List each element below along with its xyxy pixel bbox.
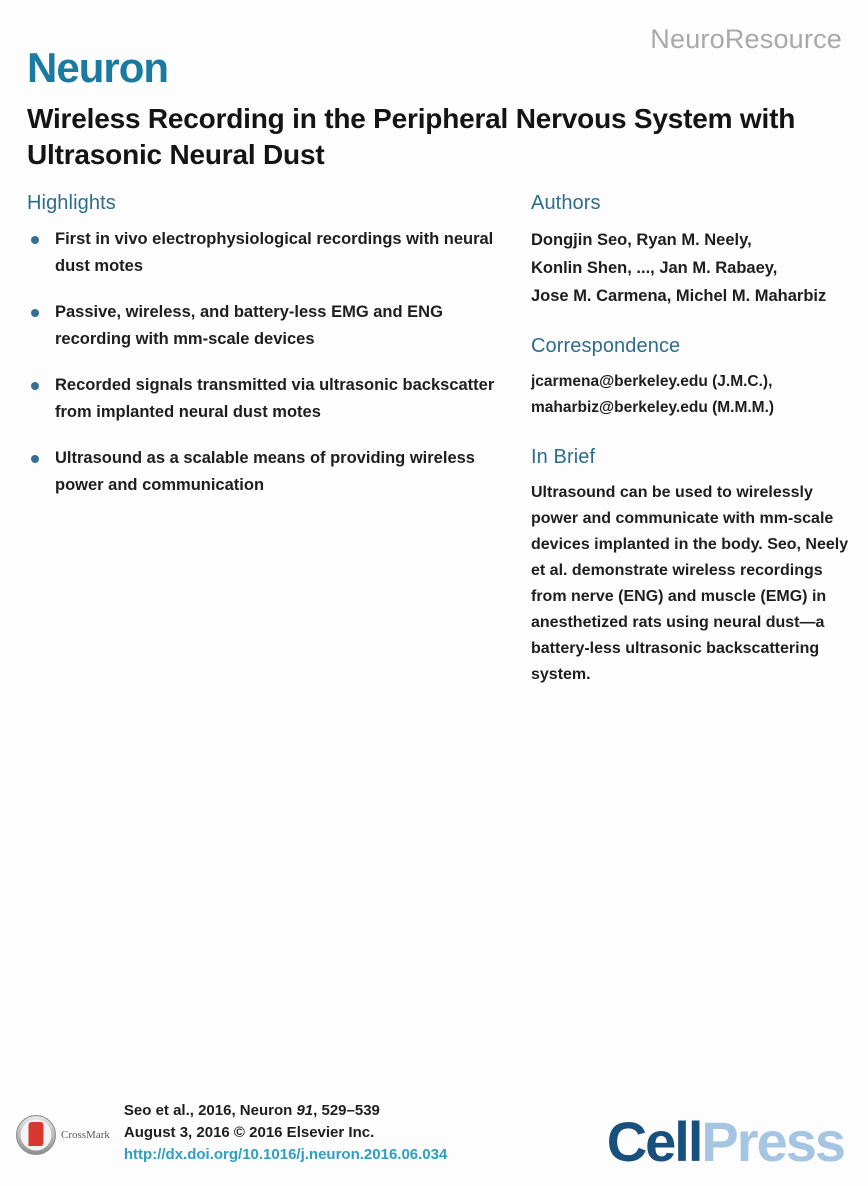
- in-brief-section: [531, 446, 851, 688]
- correspondence-section: [531, 335, 851, 421]
- crossmark-label: CrossMark: [61, 1129, 110, 1141]
- highlight-text: Ultrasound as a scalable means of providing wireless power and communication: [55, 449, 475, 494]
- journal-logo: Neuron: [27, 44, 168, 91]
- highlight-item: [27, 445, 507, 499]
- citation-prefix: Seo et al., 2016, Neuron: [123, 1102, 297, 1119]
- footer: [15, 1100, 844, 1173]
- highlight-text: Passive, wireless, and battery-less EMG and ENG recording with mm-scale devices: [55, 303, 443, 348]
- author-line: Jose M. Carmena, Michel M. Maharbiz: [531, 287, 827, 305]
- authors-heading: Authors: [531, 192, 601, 214]
- cellpress-logo-press: Press: [701, 1110, 844, 1173]
- citation-date-line: August 3, 2016 © 2016 Elsevier Inc.: [123, 1124, 375, 1141]
- doi-link[interactable]: http://dx.doi.org/10.1016/j.neuron.2016.06.034: [123, 1146, 448, 1163]
- content-columns: [27, 192, 849, 713]
- highlight-text: Recorded signals transmitted via ultrasonic backscatter from implanted neural dust motes: [55, 376, 495, 421]
- highlight-item: [27, 299, 507, 353]
- in-brief-text: Ultrasound can be used to wirelessly power and communicate with mm-scale devices implanted in the body. Seo, Neely et al. demonstrate wireless recordings from nerve (ENG) and muscle (EMG) in anesthetized rats using neural dust—a battery-less ultrasonic backscattering system.: [531, 484, 849, 683]
- bullet-icon: [31, 455, 39, 463]
- crossmark-badge[interactable]: [15, 1114, 110, 1156]
- highlight-item: [27, 372, 507, 426]
- in-brief-heading: In Brief: [531, 446, 596, 468]
- correspondence-email: maharbiz@berkeley.edu (M.M.M.): [531, 399, 775, 416]
- citation-volume: 91: [296, 1102, 314, 1119]
- author-line: Konlin Shen, ..., Jan M. Rabaey,: [531, 259, 778, 277]
- article-type-label: NeuroResource: [650, 24, 842, 54]
- highlights-column: [27, 192, 507, 713]
- authors-section: [531, 192, 851, 310]
- highlight-item: [27, 226, 507, 280]
- bullet-icon: [31, 236, 39, 244]
- article-title: Wireless Recording in the Peripheral Nervous System with Ultrasonic Neural Dust: [27, 103, 796, 170]
- citation-suffix: , 529–539: [313, 1102, 380, 1119]
- info-column: [531, 192, 851, 713]
- correspondence-heading: Correspondence: [531, 335, 681, 357]
- bullet-icon: [31, 309, 39, 317]
- highlights-list: [27, 226, 507, 499]
- citation-line: [124, 1100, 447, 1122]
- author-line: Dongjin Seo, Ryan M. Neely,: [531, 231, 752, 249]
- highlights-heading: Highlights: [27, 192, 116, 214]
- highlight-text: First in vivo electrophysiological recordings with neural dust motes: [55, 230, 494, 275]
- cellpress-logo-cell: Cell: [606, 1110, 702, 1173]
- crossmark-icon: [15, 1114, 57, 1156]
- correspondence-email: jcarmena@berkeley.edu (J.M.C.),: [531, 373, 773, 390]
- bullet-icon: [31, 382, 39, 390]
- citation-block: [124, 1100, 447, 1166]
- cellpress-logo: [606, 1110, 844, 1173]
